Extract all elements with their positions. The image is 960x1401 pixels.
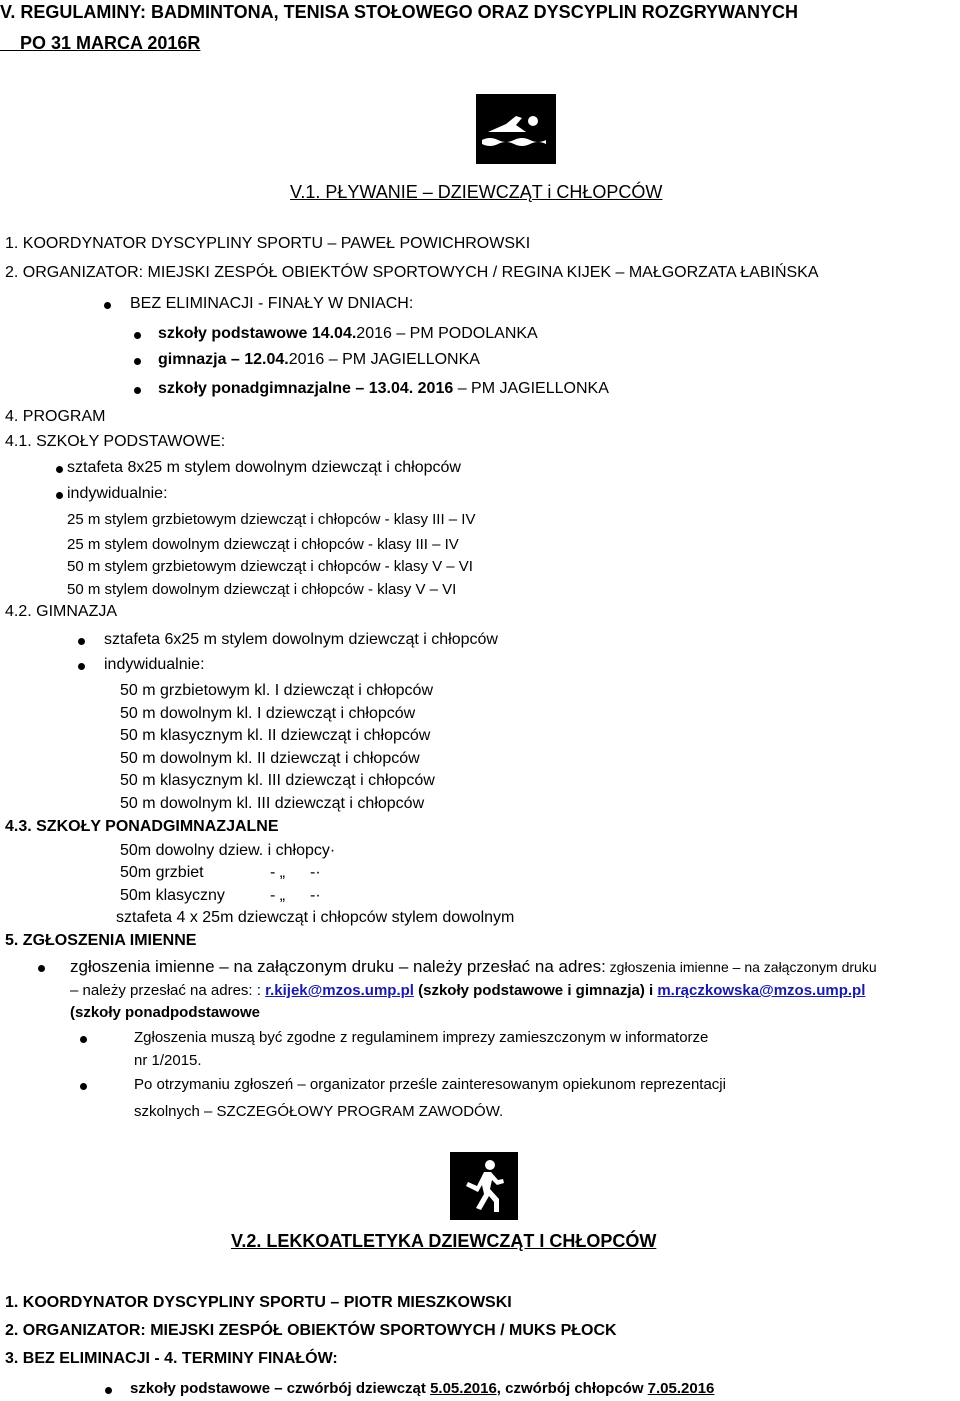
bullet [78, 663, 85, 670]
program-heading: 4. PROGRAM [5, 408, 106, 425]
document-title: V. REGULAMINY: BADMINTONA, TENISA STOŁOWEGO ORAZ DYSCYPLIN ROZGRYWANYCH [0, 2, 799, 22]
pg-row [120, 843, 520, 861]
email-link-raczkowska[interactable]: m.rączkowska@mzos.ump.pl [657, 982, 866, 999]
list-item: 50 m dowolnym kl. I dziewcząt i chłopców [120, 705, 416, 722]
sp-relay: sztafeta 8x25 m stylem dowolnym dziewcząt i chłopców [67, 459, 461, 476]
pg-event: 50m grzbiet [120, 864, 204, 881]
zg-note1: Zgłoszenia muszą być zgodne z regulaminem imprezy zamieszczonym w informatorze [134, 1029, 709, 1046]
section-title-athletics: V.2. LEKKOATLETYKA DZIEWCZĄT I CHŁOPCÓW [231, 1231, 657, 1251]
bullet [78, 638, 85, 645]
bullet [134, 387, 141, 394]
pg-ditto: - „ [270, 864, 286, 881]
pg-ditto: -· [310, 864, 321, 881]
zg-note2-cont: szkolnych – SZCZEGÓŁOWY PROGRAM ZAWODÓW. [134, 1103, 504, 1120]
sp-individual: indywidualnie: [67, 485, 168, 502]
swimmer-icon [476, 94, 556, 164]
pg-event: 50m dowolny dziew. i chłopcy· [120, 842, 336, 859]
bullet [134, 358, 141, 365]
list-item: 25 m stylem dowolnym dziewcząt i chłopców - klasy III – IV [67, 536, 459, 553]
pg-relay: sztafeta 4 x 25m dziewcząt i chłopców stylem dowolnym [116, 909, 515, 926]
swim-date-primary: szkoły podstawowe 14.04.2016 – PM PODOLANKA [158, 325, 538, 342]
ath-organizer: 2. ORGANIZATOR: MIEJSKI ZESPÓŁ OBIEKTÓW SPORTOWYCH / MUKS PŁOCK [5, 1322, 617, 1339]
zg-heading: 5. ZGŁOSZENIA IMIENNE [5, 932, 197, 949]
ath-finals: 3. BEZ ELIMINACJI - 4. TERMINY FINAŁÓW: [5, 1350, 338, 1367]
gim-individual: indywidualnie: [104, 656, 205, 673]
runner-icon [450, 1152, 518, 1220]
zg-line1: zgłoszenia imienne – na załączonym druku – należy przesłać na adres: zgłoszenia imienne – na załączonym druku [70, 957, 877, 976]
list-item: 50 m dowolnym kl. II dziewcząt i chłopców [120, 750, 420, 767]
bullet [105, 1387, 112, 1394]
swim-finals-heading: BEZ ELIMINACJI - FINAŁY W DNIACH: [130, 295, 414, 312]
bullet [134, 332, 141, 339]
email-link-kijek[interactable]: r.kijek@mzos.ump.pl [265, 982, 414, 999]
swim-organizer: 2. ORGANIZATOR: MIEJSKI ZESPÓŁ OBIEKTÓW SPORTOWYCH / REGINA KIJEK – MAŁGORZATA ŁABIŃSKA [5, 264, 819, 281]
pg-heading: 4.3. SZKOŁY PONADGIMNAZJALNE [5, 818, 279, 835]
bullet [56, 466, 63, 473]
list-item: 50 m klasycznym kl. III dziewcząt i chłopców [120, 772, 435, 789]
zg-line2: – należy przesłać na adres: : r.kijek@mzos.ump.pl (szkoły podstawowe i gimnazja) i m.rączkowska@mzos.ump.pl [70, 982, 866, 999]
zg-line3: (szkoły ponadpodstawowe [70, 1004, 261, 1021]
pg-ditto: -· [310, 887, 321, 904]
bullet [80, 1083, 87, 1090]
pg-row [120, 865, 520, 883]
document-subtitle: PO 31 MARCA 2016R [20, 33, 201, 53]
list-item: 50 m stylem grzbietowym dziewcząt i chłopców - klasy V – VI [67, 558, 473, 575]
pg-row [120, 888, 520, 906]
list-item: 25 m stylem grzbietowym dziewcząt i chłopców - klasy III – IV [67, 511, 476, 528]
bullet [104, 302, 111, 309]
list-item: 50 m grzbietowym kl. I dziewcząt i chłopców [120, 682, 433, 699]
bullet [80, 1036, 87, 1043]
swim-coordinator: 1. KOORDYNATOR DYSCYPLINY SPORTU – PAWEŁ POWICHROWSKI [5, 235, 531, 252]
swim-date-ponadgim: szkoły ponadgimnazjalne – 13.04. 2016 – PM JAGIELLONKA [158, 380, 609, 397]
zg-note1-cont: nr 1/2015. [134, 1052, 202, 1069]
ath-schedule: szkoły podstawowe – czwórbój dziewcząt 5.05.2016, czwórbój chłopców 7.05.2016 [130, 1380, 715, 1397]
gim-heading: 4.2. GIMNAZJA [5, 603, 118, 620]
sp-heading: 4.1. SZKOŁY PODSTAWOWE: [5, 433, 226, 450]
list-item: 50 m stylem dowolnym dziewcząt i chłopców - klasy V – VI [67, 581, 457, 598]
pg-ditto: - „ [270, 887, 286, 904]
ath-coordinator: 1. KOORDYNATOR DYSCYPLINY SPORTU – PIOTR MIESZKOWSKI [5, 1294, 512, 1311]
zg-note2: Po otrzymaniu zgłoszeń – organizator prześle zainteresowanym opiekunom reprezentacji [134, 1076, 726, 1093]
list-item: 50 m dowolnym kl. III dziewcząt i chłopców [120, 795, 425, 812]
bullet [38, 965, 45, 972]
section-title-swimming: V.1. PŁYWANIE – DZIEWCZĄT i CHŁOPCÓW [290, 182, 663, 202]
pg-event: 50m klasyczny [120, 887, 225, 904]
bullet [56, 492, 63, 499]
swim-date-gimnazja: gimnazja – 12.04.2016 – PM JAGIELLONKA [158, 351, 480, 368]
list-item: 50 m klasycznym kl. II dziewcząt i chłopców [120, 727, 431, 744]
gim-relay: sztafeta 6x25 m stylem dowolnym dziewcząt i chłopców [104, 631, 498, 648]
